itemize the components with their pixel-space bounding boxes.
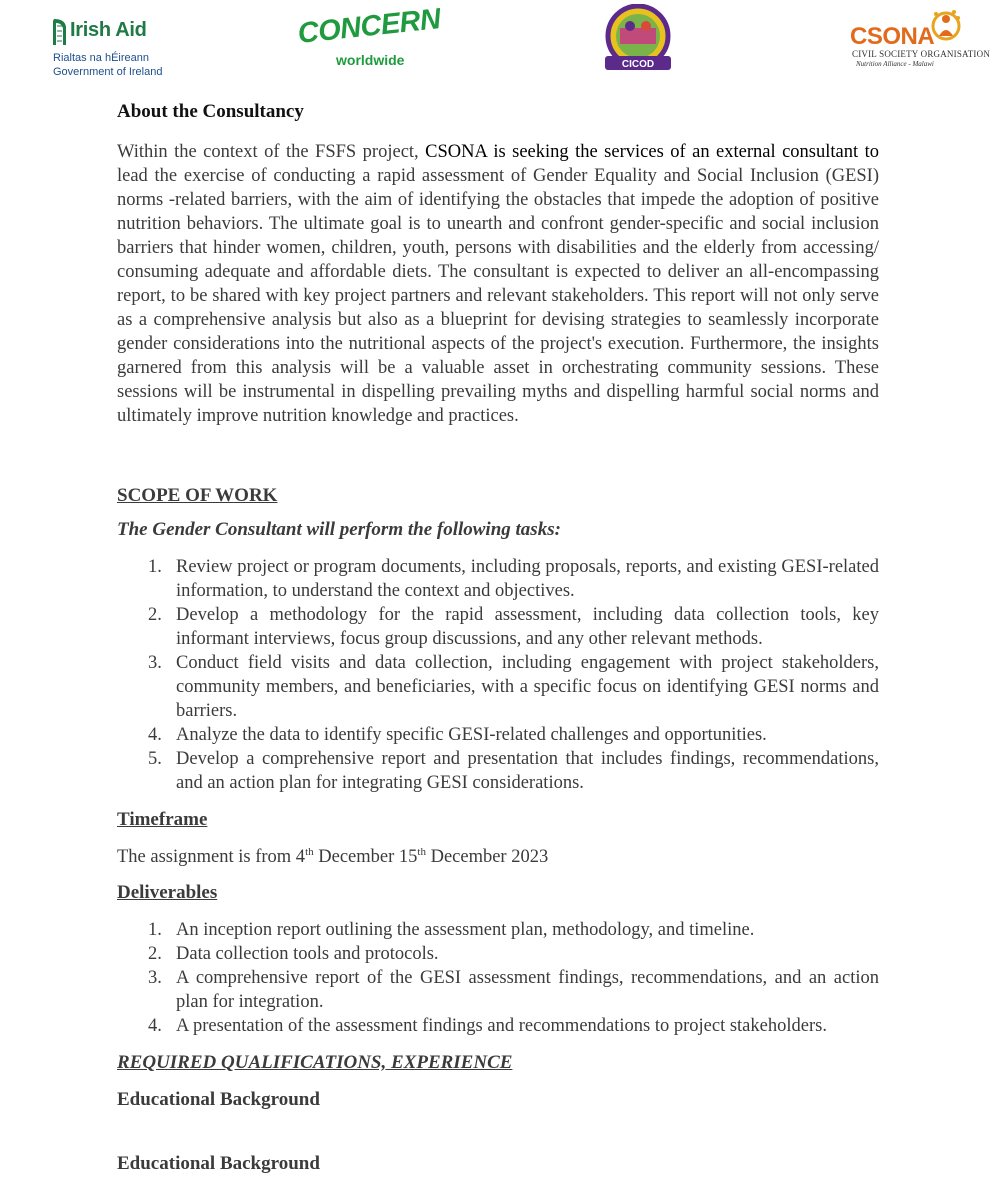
task-item	[117, 723, 879, 747]
deliverable-text: Data collection tools and protocols.	[176, 944, 439, 964]
task-item	[117, 747, 879, 795]
task-item	[117, 603, 879, 651]
about-para-rest: lead the exercise of conducting a rapid assessment of Gender Equality and Social Inclusion (GESI) norms -related barriers, with the aim of identifying the obstacles that impede the adoption of positive nutrition behaviors. The ultimate goal is to unearth and confront gender-specific and social inclusion barriers that hinder women, children, youth, persons with disabilities and the elderly from accessing/ consuming adequate and affordable diets. The consultant is expected to deliver an all-encompassing report, to be shared with key project partners and relevant stakeholders. This report will not only serve as a comprehensive analysis but also as a blueprint for devising strategies to seamlessly incorporate gender considerations into the nutritional aspects of the project's execution. Furthermore, the insights garnered from this analysis will be a valuable asset in orchestrating community sessions. These sessions will be instrumental in dispelling prevailing myths and dispelling harmful social norms and ultimately improve nutrition knowledge and practices.	[117, 166, 879, 426]
timeframe-pre: The assignment is from 4	[117, 847, 306, 867]
about-heading: About the Consultancy	[117, 101, 304, 122]
task-number: 3.	[148, 653, 162, 673]
timeframe-text	[117, 845, 879, 869]
about-paragraph	[117, 140, 879, 428]
csona-line2: Nutrition Alliance - Malawi	[856, 60, 934, 68]
task-text: Conduct field visits and data collection, including engagement with project stakeholders, community members, and beneficiaries, with a specific focus on identifying GESI norms and barriers.	[176, 653, 879, 721]
deliverable-item	[117, 942, 879, 966]
education-heading: Educational Background	[117, 1089, 320, 1110]
harp-icon	[51, 17, 69, 47]
deliverable-text: An inception report outlining the assessment plan, methodology, and timeline.	[176, 920, 755, 940]
timeframe-mid: December 15	[313, 847, 418, 867]
deliverables-list	[117, 918, 879, 1038]
document-body	[117, 100, 879, 1176]
deliverables-heading: Deliverables	[117, 882, 218, 903]
task-text: Review project or program documents, including proposals, reports, and existing GESI-related information, to understand the context and objectives.	[176, 557, 879, 601]
concern-logo	[296, 3, 442, 74]
deliverable-item	[117, 966, 879, 1014]
csona-name: CSONA	[850, 23, 935, 50]
deliverable-number: 2.	[148, 944, 162, 964]
deliverable-text: A comprehensive report of the GESI assessment findings, recommendations, and an action plan for integration.	[176, 968, 879, 1012]
timeframe-sup1: th	[305, 845, 314, 858]
task-number: 2.	[148, 605, 162, 625]
concern-name: CONCERN	[296, 3, 442, 50]
concern-sub: worldwide	[336, 52, 405, 68]
csona-emblem-icon	[930, 6, 962, 46]
irish-aid-logo	[48, 14, 163, 78]
cicod-logo	[595, 4, 681, 74]
deliverable-number: 4.	[148, 1016, 162, 1036]
education-heading-cutoff: Educational Background	[117, 1153, 320, 1174]
tasks-intro: The Gender Consultant will perform the following tasks:	[117, 519, 561, 540]
deliverable-number: 1.	[148, 920, 162, 940]
csona-line1: CIVIL SOCIETY ORGANISATION	[852, 49, 991, 59]
irish-aid-line1: Rialtas na hÉireann	[53, 52, 150, 64]
task-item	[117, 555, 879, 603]
task-text: Develop a methodology for the rapid assessment, including data collection tools, key informant interviews, focus group discussions, and any other relevant methods.	[176, 605, 879, 649]
tasks-list	[117, 555, 879, 795]
csona-logo	[848, 6, 991, 70]
deliverable-item	[117, 918, 879, 942]
task-number: 4.	[148, 725, 162, 745]
task-number: 1.	[148, 557, 162, 577]
timeframe-sup2: th	[417, 845, 426, 858]
cicod-label: CICOD	[621, 59, 655, 70]
task-text: Analyze the data to identify specific GESI-related challenges and opportunities.	[176, 725, 767, 745]
deliverable-item	[117, 1014, 879, 1038]
task-item	[117, 651, 879, 723]
irish-aid-name: Irish Aid	[70, 19, 147, 41]
qualifications-heading: REQUIRED QUALIFICATIONS, EXPERIENCE	[117, 1052, 513, 1073]
about-para-pre: Within the context of the FSFS project,	[117, 142, 426, 162]
logo-bar	[0, 0, 996, 80]
about-para-highlight: CSONA is seeking the services of an external consultant to	[425, 142, 879, 162]
task-text: Develop a comprehensive report and presentation that includes findings, recommendations, and an action plan for integrating GESI considerations.	[176, 749, 879, 793]
cicod-emblem	[595, 4, 681, 74]
timeframe-heading: Timeframe	[117, 809, 208, 830]
irish-aid-line2: Government of Ireland	[53, 66, 163, 78]
task-number: 5.	[148, 749, 162, 769]
scope-heading: SCOPE OF WORK	[117, 485, 278, 506]
deliverable-text: A presentation of the assessment findings and recommendations to project stakeholders.	[176, 1016, 827, 1036]
deliverable-number: 3.	[148, 968, 162, 988]
timeframe-post: December 2023	[425, 847, 549, 867]
